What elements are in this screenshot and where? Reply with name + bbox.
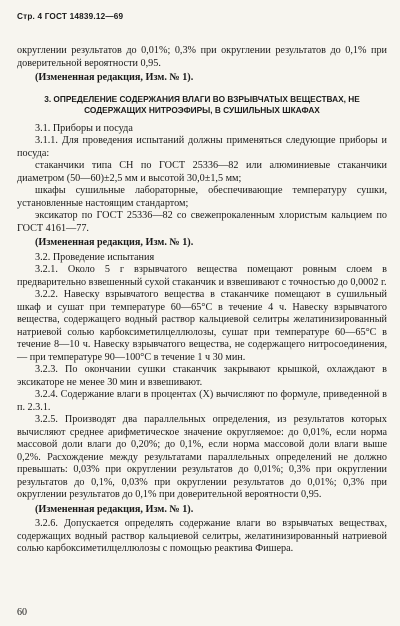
list-item-desiccator: эксикатор по ГОСТ 25336—82 со свежепрокаленным хлористым кальцием по ГОСТ 4161—77. (17, 210, 387, 234)
paragraph-3-2-2: 3.2.2. Навеску взрывчатого вещества в стаканчике помещают в сушильный шкаф и сушат при температуре 60—65°С в течение 4 ч. Навеску взрывчатого вещества, содержащего водный раствор кальциевой селитры желатинизированный натриевой солью карбоксиметилцеллюлозы, сушат при температуре 60—65°С в течение 8—10 ч. Навеску взрывчатого вещества, не содержащего нитросоединения, — при температуре 90—100°С в течение 1 ч 30 мин. (17, 289, 387, 363)
paragraph-3-2-3: 3.2.3. По окончании сушки стаканчик закрывают крышкой, охлаждают в эксикаторе не менее 30 мин и взвешивают. (17, 364, 387, 388)
amendment-note: (Измененная редакция, Изм. № 1). (35, 237, 194, 248)
page-number: 60 (17, 607, 27, 618)
running-header: Стр. 4 ГОСТ 14839.12—69 (17, 12, 124, 21)
amendment-note: (Измененная редакция, Изм. № 1). (35, 72, 194, 83)
list-item-ovens: шкафы сушильные лабораторные, обеспечивающие температуру сушки, установленные настоящим стандартом; (17, 185, 387, 209)
paragraph-3-2-6: 3.2.6. Допускается определять содержание влаги во взрывчатых веществах, содержащих водный раствор кальциевой селитры, желатинизированный натриевой солью карбоксиметилцеллюлозы с помощью реактива Фишера. (17, 518, 387, 554)
subsection-3-1-heading: 3.1. Приборы и посуда (35, 122, 133, 134)
paragraph-continued: округлении результатов до 0,01%; 0,3% при округлении результатов до 0,1% при доверительной вероятности 0,95. (17, 45, 387, 69)
list-item-cups: стаканчики типа СН по ГОСТ 25336—82 или алюминиевые стаканчики диаметром (50—60)±2,5 мм и высотой 30,0±1,5 мм; (17, 160, 387, 184)
section-3-title: 3. ОПРЕДЕЛЕНИЕ СОДЕРЖАНИЯ ВЛАГИ ВО ВЗРЫВЧАТЫХ ВЕЩЕСТВАХ, НЕ СОДЕРЖАЩИХ НИТРОЭФИРЫ, В СУШИЛЬНЫХ ШКАФАХ (44, 93, 360, 115)
page-body (17, 45, 387, 556)
amendment-note: (Измененная редакция, Изм. № 1). (35, 503, 194, 515)
paragraph-3-2-5: 3.2.5. Производят два параллельных определения, из результатов которых вычисляют среднее арифметическое значение округляемое: до 0,01%, если норма массовой доли влаги до 0,20%; до 0,1%, если норма массовой доли влаги выше 0,2%. Расхождение между результатами параллельных определений не должно превышать: 0,03% при округлении результатов до 0,01%; 0,3% при округлении результатов до 0,1%, 0,03% при округлении результатов до 0,01%; 0,3% при округлении результатов до 0,1% при доверительной вероятности 0,95. (17, 414, 387, 500)
subsection-3-2-heading: 3.2. Проведение испытания (35, 251, 155, 263)
paragraph-3-2-1: 3.2.1. Около 5 г взрывчатого вещества помещают ровным слоем в предварительно взвешенный сухой стаканчик и взвешивают с точностью до 0,0002 г. (17, 264, 387, 288)
paragraph-3-2-4: 3.2.4. Содержание влаги в процентах (X) вычисляют по формуле, приведенной в п. 2.3.1. (17, 389, 387, 413)
paragraph-3-1-1: 3.1.1. Для проведения испытаний должны применяться следующие приборы и посуда: (17, 135, 387, 159)
